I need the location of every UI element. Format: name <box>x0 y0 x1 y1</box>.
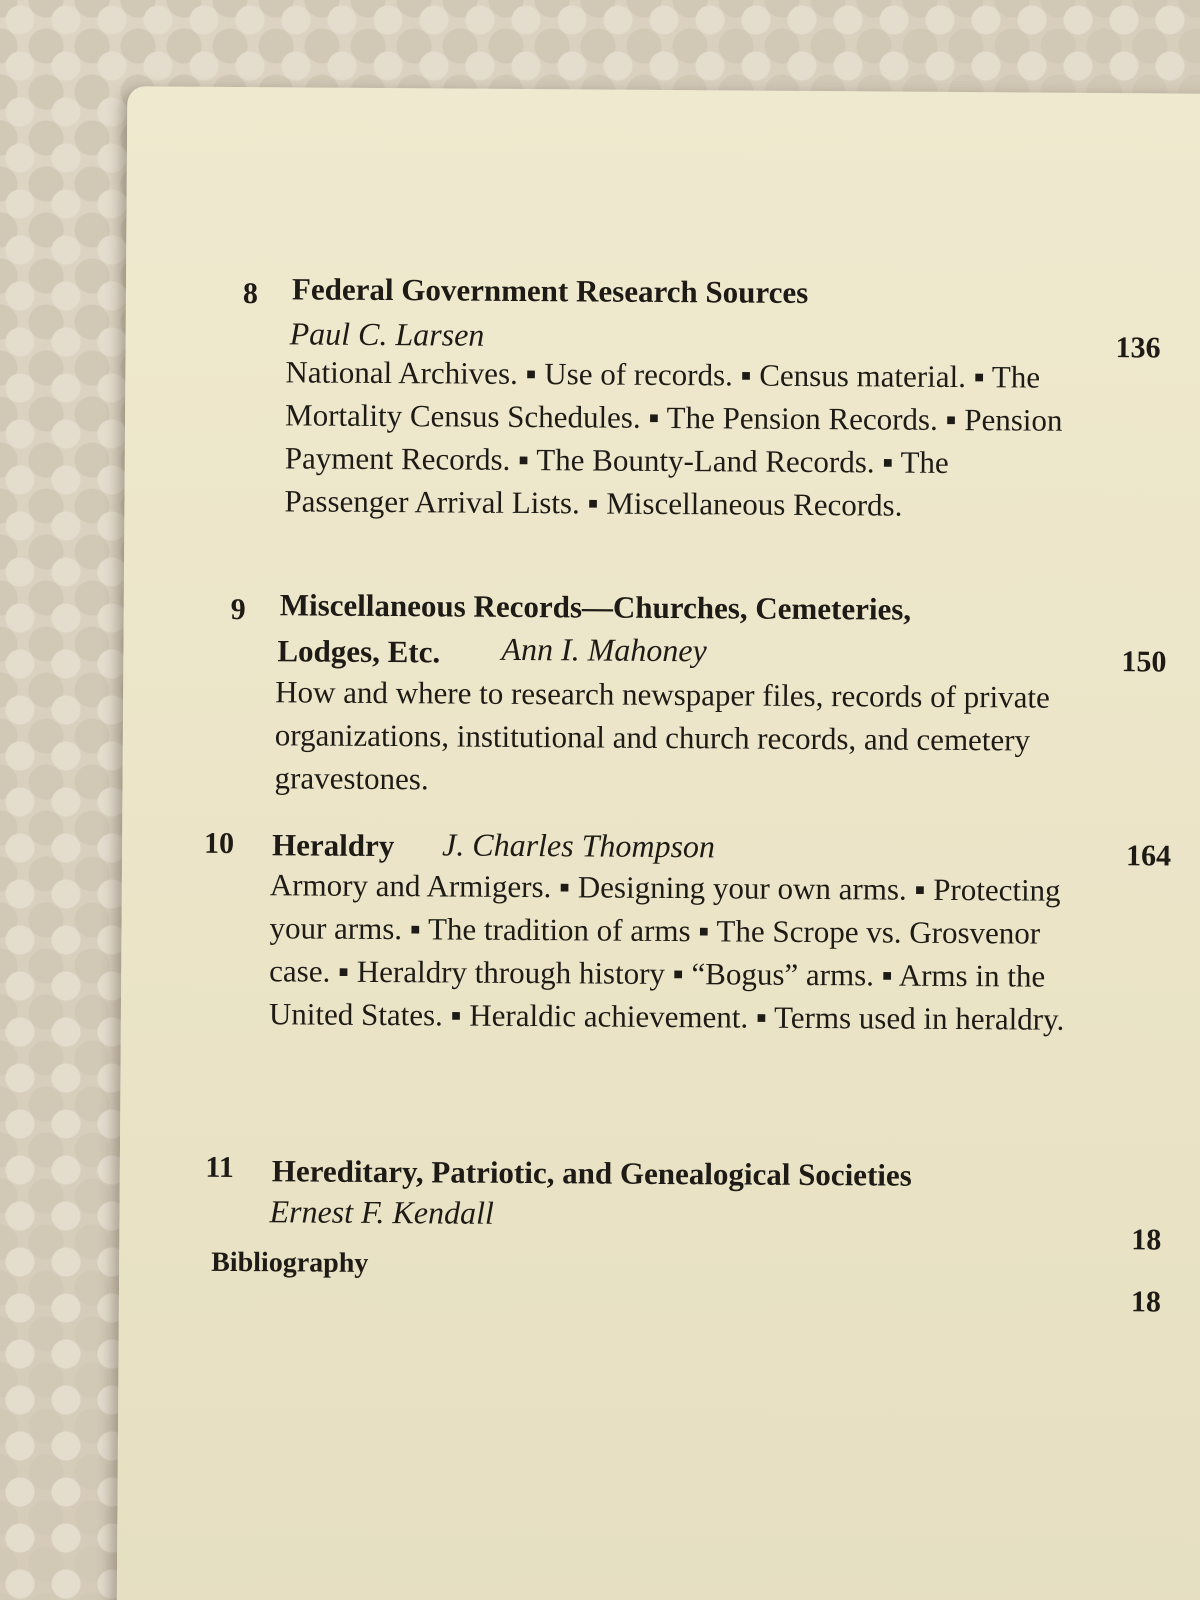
chapter-author: Ernest F. Kendall <box>269 1193 494 1231</box>
chapter-title-continued: Lodges, Etc. <box>277 633 441 670</box>
toc-entry-8 <box>127 86 1200 523</box>
bibliography-page-number: 18 <box>1130 1285 1162 1319</box>
chapter-title: Hereditary, Patriotic, and Genealogical Societies <box>271 1153 912 1193</box>
chapter-description: Armory and Armigers. ▪ Designing your own arms. ▪ Protecting your arms. ▪ The tradition of arms ▪ The Scrope vs. Grosvenor case. ▪ Heraldry through history ▪ “Bogus” arms. ▪ Arms in the United States. ▪ Heraldic achievement. ▪ Terms used in heraldry. <box>268 867 1065 1037</box>
chapter-page-number: 150 <box>1121 645 1167 679</box>
chapter-page-number: 136 <box>1115 331 1161 365</box>
bibliography-label: Bibliography <box>211 1246 369 1279</box>
chapter-page-number: 18 <box>1131 1223 1162 1257</box>
chapter-number: 10 <box>203 826 235 860</box>
chapter-title: Heraldry <box>271 827 395 864</box>
chapter-title: Miscellaneous Records—Churches, Cemeteries, <box>279 587 912 627</box>
chapter-number: 9 <box>230 592 246 627</box>
chapter-author: Paul C. Larsen <box>289 315 485 353</box>
chapter-page-number: 164 <box>1125 839 1172 873</box>
book-page <box>117 86 1200 1600</box>
table-of-contents <box>117 86 1200 1600</box>
chapter-number: 11 <box>205 1150 234 1184</box>
chapter-author: Ann I. Mahoney <box>501 630 707 669</box>
chapter-description: How and where to research newspaper files, records of private organizations, institutional and church records, and cemetery gravestones. <box>274 674 1050 797</box>
chapter-author: J. Charles Thompson <box>441 826 716 865</box>
chapter-number: 8 <box>242 277 259 311</box>
chapter-title: Federal Government Research Sources <box>291 271 809 310</box>
chapter-description: National Archives. ▪ Use of records. ▪ Census material. ▪ The Mortality Census Schedules. ▪ The Pension Records. ▪ Pension Payment Records. ▪ The Bounty-Land Records. ▪ The Passenger Arrival Lists. ▪ Miscellaneous Records. <box>284 354 1063 523</box>
